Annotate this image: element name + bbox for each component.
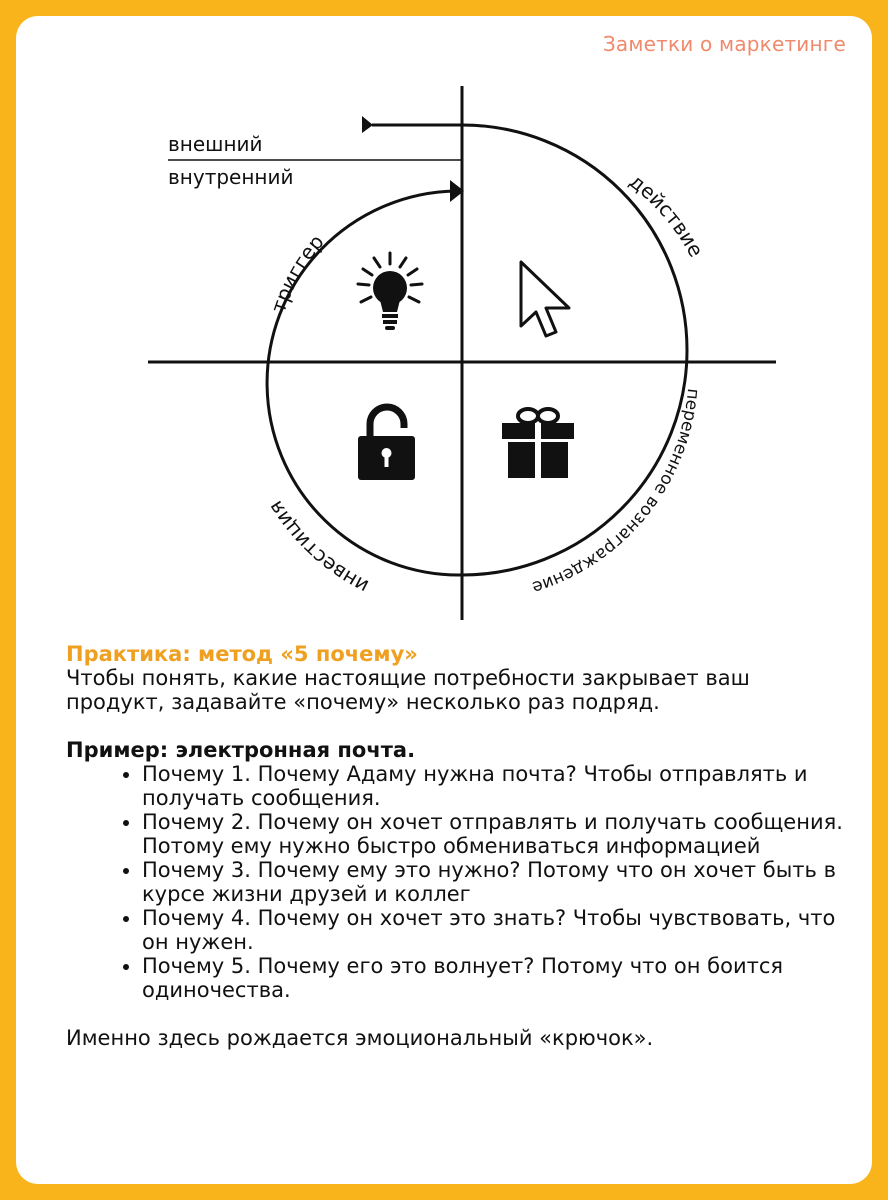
gift-icon — [502, 409, 574, 479]
lightbulb-icon — [358, 253, 422, 330]
external-trigger-arrowhead — [362, 116, 373, 133]
practice-intro: Чтобы понять, какие настоящие потребности закрывает ваш продукт, задавайте «почему» несколько раз подряд. — [66, 666, 750, 714]
text-block — [66, 642, 846, 1050]
quadrant-label-action-wrap — [625, 169, 708, 261]
why-list — [66, 762, 846, 1002]
label-external: внешний — [168, 132, 263, 156]
list-item: • Почему 1. Почему Адаму нужна почта? Чтобы отправлять и получать сообщения. — [142, 762, 846, 810]
practice-title: Практика: метод «5 почему» — [66, 642, 418, 666]
list-item: • Почему 5. Почему его это волнует? Потому что он боится одиночества. — [142, 954, 846, 1002]
padlock-icon — [358, 407, 415, 480]
example-title: Пример: электронная почта. — [66, 738, 416, 762]
cursor-icon — [521, 262, 569, 336]
list-item: • Почему 3. Почему ему это нужно? Потому что он хочет быть в курсе жизни друзей и коллег — [142, 858, 846, 906]
quadrant-label-trigger: триггер — [265, 229, 329, 316]
brand-label: Заметки о маркетинге — [602, 32, 846, 56]
quadrant-label-investment: инвестиция — [263, 496, 373, 599]
hook-model-diagram — [16, 16, 872, 636]
cycle-arc — [267, 125, 687, 575]
list-item: • Почему 2. Почему он хочет отправлять и получать сообщения. Потому ему нужно быстро обмениваться информацией — [142, 810, 846, 858]
conclusion-text: Именно здесь рождается эмоциональный «крючок». — [66, 1026, 654, 1050]
content-card — [16, 16, 872, 1184]
quadrant-label-reward: переменное вознаграждение — [529, 387, 704, 598]
list-item: • Почему 4. Почему он хочет это знать? Чтобы чувствовать, что он нужен. — [142, 906, 846, 954]
label-internal: внутренний — [168, 165, 294, 189]
quadrant-label-action: действие — [624, 168, 709, 261]
quadrant-label-trigger-wrap — [266, 230, 329, 316]
